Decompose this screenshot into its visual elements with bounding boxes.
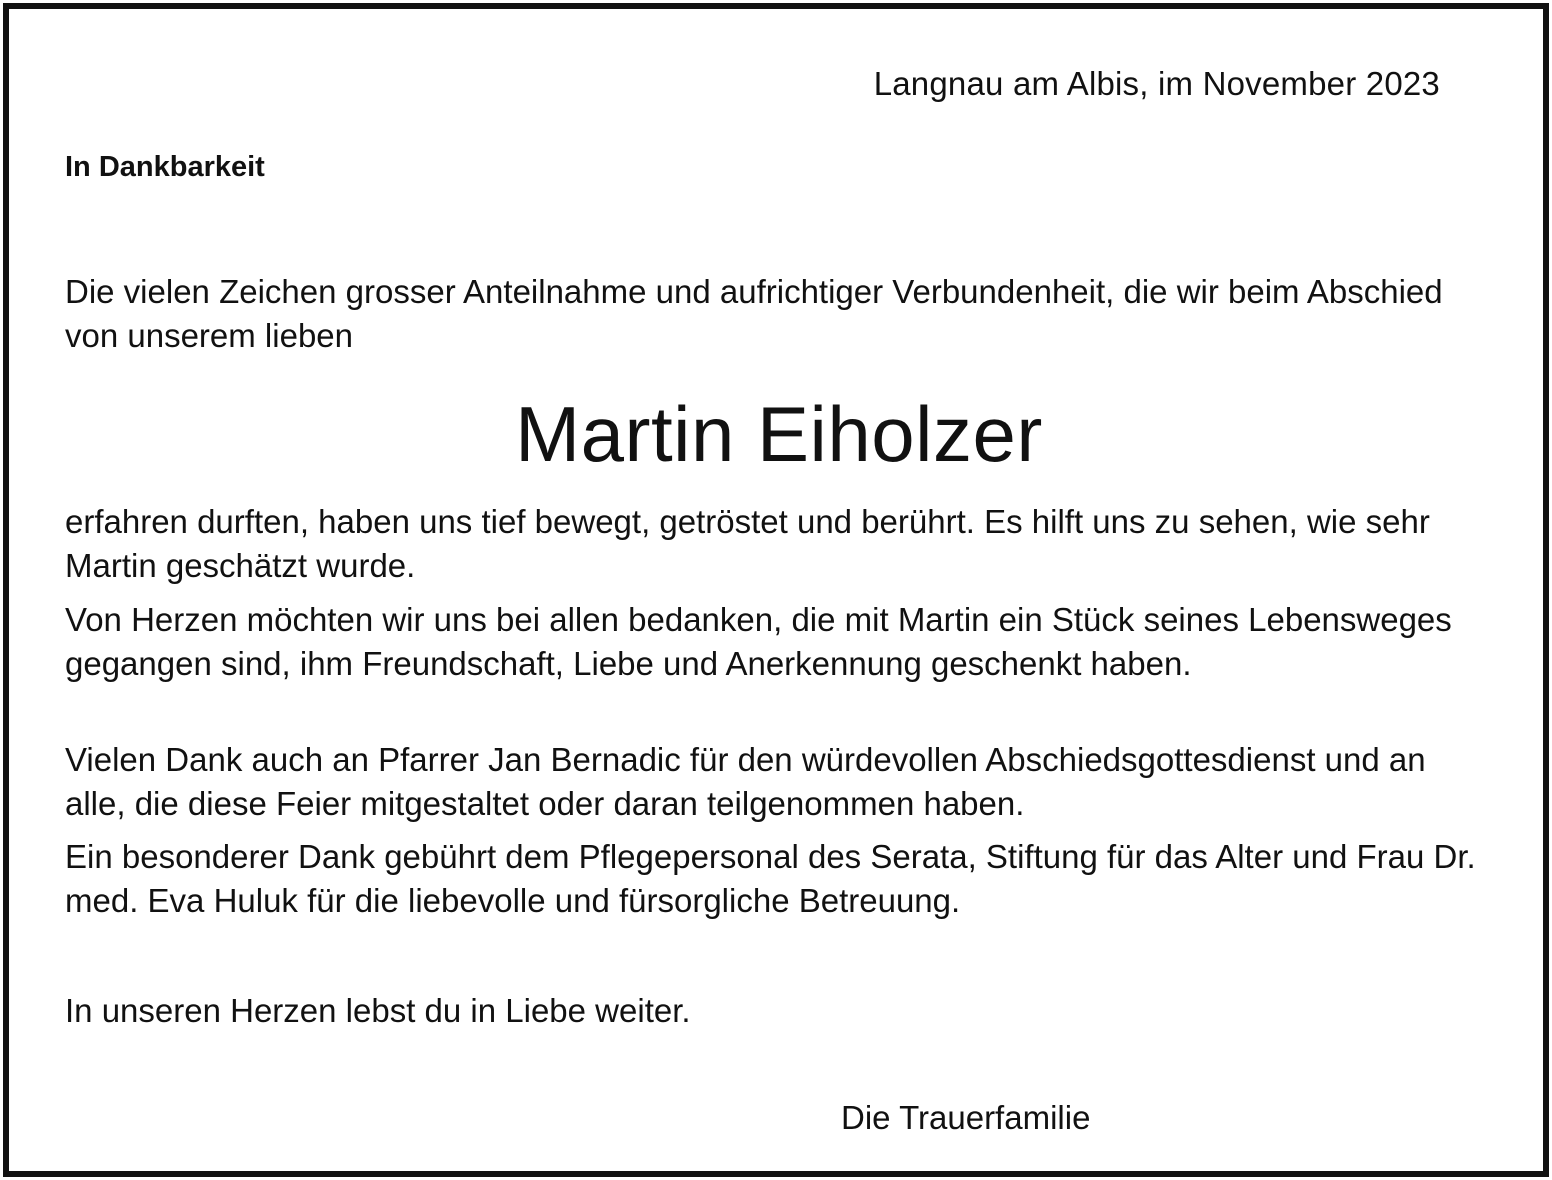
body-paragraph: erfahren durften, haben uns tief bewegt, getröstet und berührt. Es hilft uns zu sehen, wie sehr Martin geschätzt wurde. [65, 503, 1430, 584]
deceased-name: Martin Eiholzer [515, 390, 1043, 478]
body-paragraph: Vielen Dank auch an Pfarrer Jan Bernadic für den würdevollen Abschiedsgottesdienst und an alle, die diese Feier mitgestaltet oder daran teilgenommen haben. [65, 741, 1426, 822]
notice-frame [3, 3, 1549, 1177]
body-paragraph: Ein besonderer Dank gebührt dem Pflegepersonal des Serata, Stiftung für das Alter und Frau Dr. med. Eva Huluk für die liebevolle und fürsorgliche Betreuung. [65, 838, 1476, 919]
body-paragraph: Von Herzen möchten wir uns bei allen bedanken, die mit Martin ein Stück seines Lebensweges gegangen sind, ihm Freundschaft, Liebe und Anerkennung geschenkt haben. [65, 601, 1452, 682]
place-date: Langnau am Albis, im November 2023 [873, 65, 1440, 102]
signature: Die Trauerfamilie [841, 1099, 1091, 1136]
intro-paragraph: Die vielen Zeichen grosser Anteilnahme und aufrichtiger Verbundenheit, die wir beim Abschied von unserem lieben [65, 273, 1443, 354]
closing-line: In unseren Herzen lebst du in Liebe weiter. [65, 992, 691, 1029]
notice-heading: In Dankbarkeit [65, 151, 265, 183]
